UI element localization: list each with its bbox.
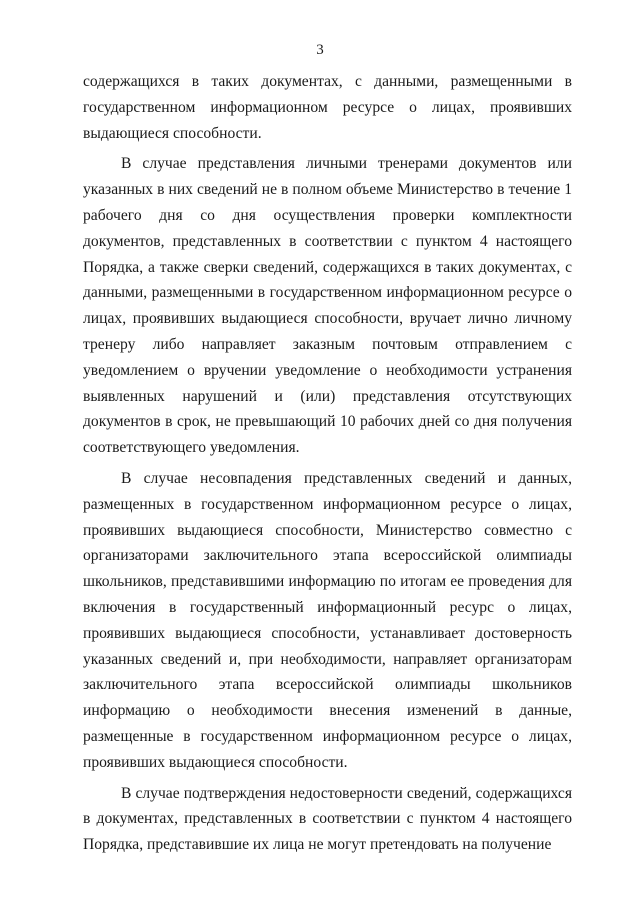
paragraph-data-mismatch: В случае несовпадения представленных сведений и данных, размещенных в государственном информационном ресурсе о лицах, проявивших выдающиеся способности, Министерство совместно с организаторами заключительного этапа всероссийской олимпиады школьников, представившими информацию по итогам ее проведения для включения в государственный информационный ресурс о лицах, проявивших выдающиеся способности, устанавливает достоверность указанных сведений и, при необходимости, направляет организаторам заключительного этапа всероссийской олимпиады школьников информацию о необходимости внесения изменений в данные, размещенные в государственном информационном ресурсе о лицах, проявивших выдающиеся способности. bbox=[83, 469, 572, 771]
document-body bbox=[83, 69, 572, 858]
paragraph-unreliable-data: В случае подтверждения недостоверности сведений, содержащихся в документах, представленных в соответствии с пунктом 4 настоящего Порядка, представившие их лица не могут претендовать на получение bbox=[83, 784, 572, 854]
page-number: 3 bbox=[316, 42, 324, 58]
paragraph-incomplete-documents: В случае представления личными тренерами документов или указанных в них сведений не в полном объеме Министерство в течение 1 рабочего дня со дня осуществления проверки комплектности документов, представленных в соответствии с пунктом 4 настоящего Порядка, а также сверки сведений, содержащихся в таких документах, с данными, размещенными в государственном информационном ресурсе о лицах, проявивших выдающиеся способности, вручает лично личному тренеру либо направляет заказным почтовым отправлением с уведомлением о вручении уведомление о необходимости устранения выявленных нарушений и (или) представления отсутствующих документов в срок, не превышающий 10 рабочих дней со дня получения соответствующего уведомления. bbox=[83, 155, 572, 457]
paragraph-continuation: содержащихся в таких документах, с данными, размещенными в государственном информационном ресурсе о лицах, проявивших выдающиеся способности. bbox=[83, 73, 572, 142]
